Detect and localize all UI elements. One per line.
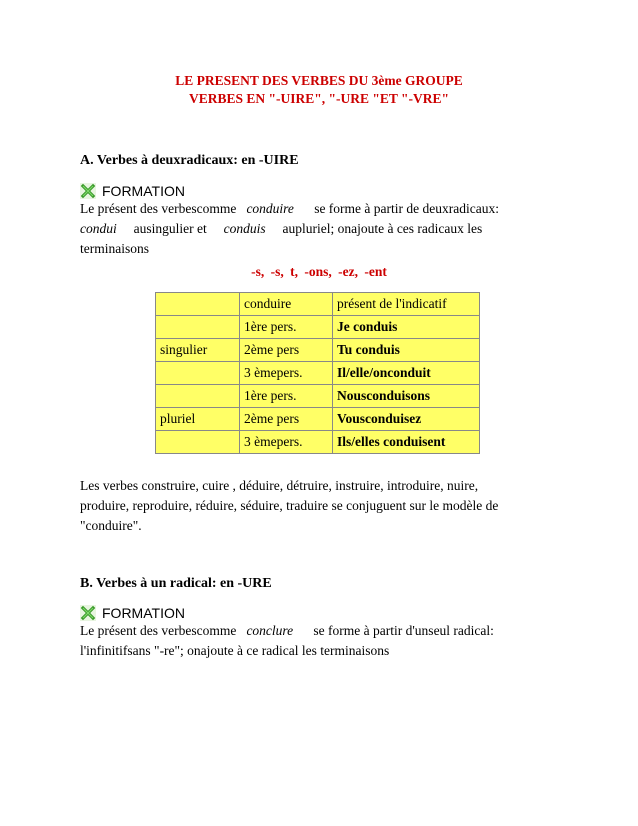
table-cell: Ils/elles conduisent xyxy=(333,431,480,454)
section-a-heading: A. Verbes à deuxradicaux: en -UIRE xyxy=(80,153,299,168)
formation-label: FORMATION xyxy=(102,605,185,621)
para-line-1: Le présent des verbescomme conduire se forme à partir de deuxradicaux: xyxy=(80,201,499,216)
para-line-3: terminaisons xyxy=(80,241,149,256)
formation-label: FORMATION xyxy=(102,183,185,199)
green-cross-icon xyxy=(80,605,96,621)
radical-2: conduis xyxy=(223,221,266,236)
table-cell: Vousconduisez xyxy=(333,408,480,431)
table-cell xyxy=(156,431,240,454)
table-cell xyxy=(156,385,240,408)
table-cell: 2ème pers xyxy=(240,408,333,431)
verb-example: conclure xyxy=(246,623,294,638)
table-row xyxy=(156,408,480,431)
title-line-1: LE PRESENT DES VERBES DU 3ème GROUPE xyxy=(175,73,463,88)
para-line-2: l'infinitifsans "-re"; onajoute à ce radical les terminaisons xyxy=(80,643,390,658)
title-line-2: VERBES EN "-UIRE", "-URE "ET "-VRE" xyxy=(188,91,449,106)
para-line-1: Le présent des verbescomme conclure se forme à partir d'unseul radical: xyxy=(80,623,494,638)
table-cell: 3 èmepers. xyxy=(240,431,333,454)
table-cell: Je conduis xyxy=(333,316,480,339)
table-row xyxy=(156,431,480,454)
para-line-2: condui ausingulier et conduis aupluriel; onajoute à ces radicaux les xyxy=(80,221,483,236)
table-cell: présent de l'indicatif xyxy=(333,293,480,316)
table-cell xyxy=(156,362,240,385)
table-cell: Tu conduis xyxy=(333,339,480,362)
table-cell: 1ère pers. xyxy=(240,385,333,408)
table-row xyxy=(156,316,480,339)
table-cell: 1ère pers. xyxy=(240,316,333,339)
section-a-formation xyxy=(80,182,185,200)
table-row xyxy=(156,362,480,385)
table-cell: Il/elle/onconduit xyxy=(333,362,480,385)
table-cell: 3 èmepers. xyxy=(240,362,333,385)
table-cell: pluriel xyxy=(156,408,240,431)
table-cell xyxy=(156,316,240,339)
table-cell: Nousconduisons xyxy=(333,385,480,408)
endings-list: -s, -s, t, -ons, -ez, -ent xyxy=(251,264,387,279)
section-b-formation xyxy=(80,604,185,622)
verb-example: conduire xyxy=(246,201,294,216)
table-row xyxy=(156,339,480,362)
radical-1: condui xyxy=(80,221,117,236)
table-cell xyxy=(156,293,240,316)
section-a-paragraph xyxy=(80,199,550,259)
green-cross-icon xyxy=(80,183,96,199)
section-b-paragraph xyxy=(80,621,550,661)
section-b-heading: B. Verbes à un radical: en -URE xyxy=(80,576,272,591)
section-a-note: Les verbes construire, cuire , déduire, détruire, instruire, introduire, nuire, produire, reproduire, réduire, séduire, traduire se conjuguent sur le modèle de "conduire". xyxy=(80,478,499,533)
table-row xyxy=(156,293,480,316)
conjugation-table xyxy=(155,292,480,454)
table-cell: conduire xyxy=(240,293,333,316)
table-cell: singulier xyxy=(156,339,240,362)
table-row xyxy=(156,385,480,408)
table-cell: 2ème pers xyxy=(240,339,333,362)
